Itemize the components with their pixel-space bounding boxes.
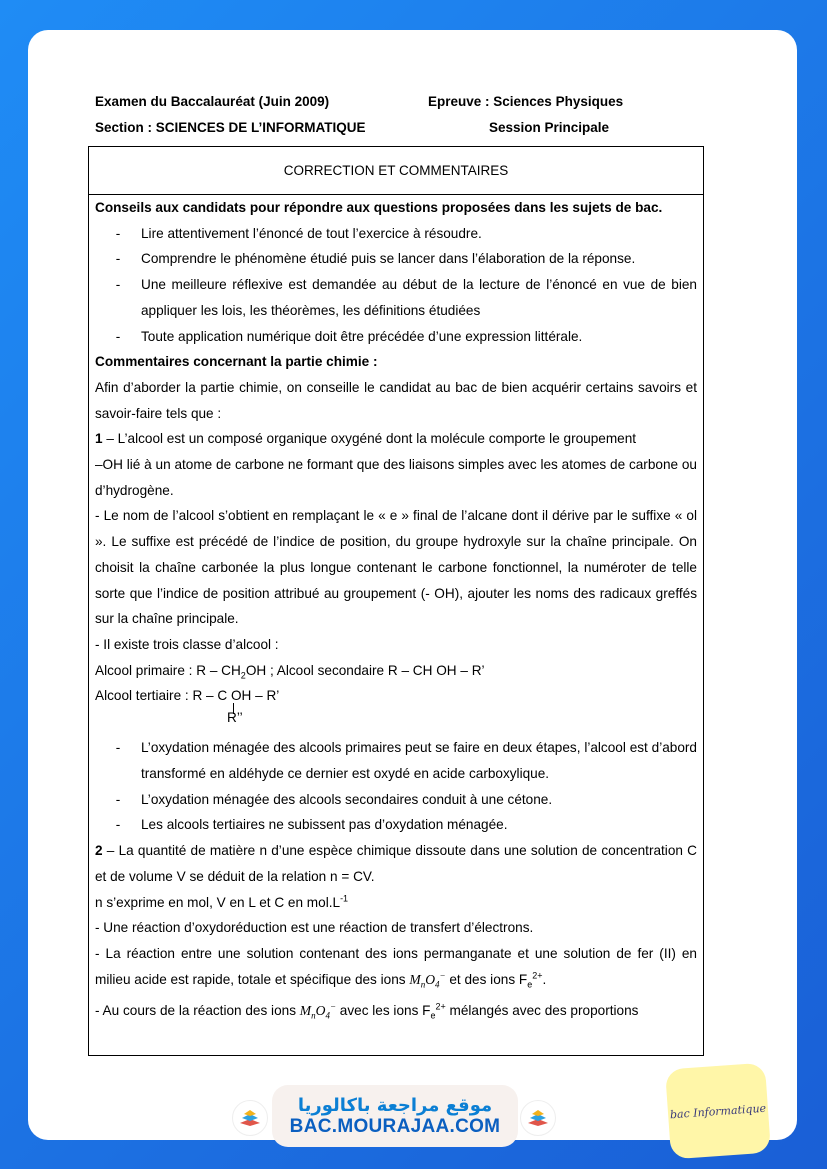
alcool-primaire: Alcool primaire : R – $CH_2OH$ ; Alcool secondaire R – CH OH – R’	[95, 662, 485, 681]
section-label: Section : SCIENCES DE L’INFORMATIQUE	[95, 120, 366, 135]
chimie-title: Commentaires concernant la partie chimie :	[95, 354, 378, 370]
epreuve-label: Epreuve : Sciences Physiques	[428, 94, 624, 109]
list-item: - Lire attentivement l’énoncé de tout l’exercice à résoudre.	[115, 225, 482, 241]
paragraph-2e: - Au cours de la réaction des ions $M_nO_4^-$ avec les ions $F_e^{2+}$ mélangés avec des proportions	[95, 1001, 639, 1022]
site-url[interactable]: BAC.MOURAJAA.COM	[289, 1115, 501, 1137]
paragraph-2a: 2 – La quantité de matière n d’une espèce chimique dissoute dans une solution de concentration C et de volume V se déduit de la relation n = CV.	[95, 843, 697, 884]
list-item: - Une meilleure réflexive est demandée au début de la lecture de l’énoncé en vue de bien appliquer les lois, les théorèmes, les définitions étudiées	[115, 277, 697, 318]
paragraph-1d: - Il existe trois classe d’alcool :	[95, 636, 279, 652]
list-item: - L’oxydation ménagée des alcools secondaires conduit à une cétone.	[115, 791, 553, 807]
book-logo-icon	[232, 1100, 268, 1136]
alcool-tertiaire-formula: Alcool tertiaire : R – C OH – R’ R’’	[95, 688, 280, 726]
list-item: - Les alcools tertiaires ne subissent pas d’oxydation ménagée.	[115, 817, 508, 833]
bac-informatique-badge: bac Informatique	[665, 1063, 771, 1160]
exam-title: Examen du Baccalauréat (Juin 2009)	[95, 94, 330, 109]
correction-box	[88, 146, 704, 1056]
box-content	[89, 195, 703, 1024]
paragraph-2b: n s’exprime en mol, V en L et C en $mol.L^{-1}$	[95, 893, 349, 910]
paragraph-1a: 1 – L’alcool est un composé organique oxygéné dont la molécule comporte le groupement	[95, 431, 637, 447]
list-item: - Comprendre le phénomène étudié puis se lancer dans l’élaboration de la réponse.	[115, 251, 636, 267]
site-logo[interactable]	[272, 1085, 518, 1147]
paragraph-2d: - La réaction entre une solution contenant des ions permanganate et une solution de fer (II) en milieu acide est rapide, totale et spécifique des ions $M_nO_4^-$ et des ions $F_e^{2+}$.	[95, 945, 697, 990]
paragraph-2c: - Une réaction d’oxydoréduction est une réaction de transfert d’électrons.	[95, 920, 534, 936]
chimie-intro: Afin d’aborder la partie chimie, on conseille le candidat au bac de bien acquérir certains savoirs et savoir-faire tels que :	[95, 379, 697, 421]
permanganate-formula: $M_nO_4^-$	[409, 970, 446, 990]
paragraph-1b: –OH lié à un atome de carbone ne formant que des liaisons simples avec les atomes de carbone ou d’hydrogène.	[95, 457, 697, 498]
paragraph-1c: - Le nom de l’alcool s’obtient en remplaçant le « e » final de l’alcane dont il dérive par le suffixe « ol ». Le suffixe est précédé de l’indice de position, du groupe hydroxyle sur la chaîne principale. On choisit la chaîne carbonée la plus longue contenant le carbone fonctionnel, la numéroter de telle sorte que l’indice de position attribué au groupement (- OH), ajouter les noms des radicaux greffés sur la chaîne principale.	[95, 508, 697, 627]
book-logo-icon	[520, 1100, 556, 1136]
conseils-title: Conseils aux candidats pour répondre aux questions proposées dans les sujets de bac.	[95, 200, 663, 215]
site-arabic-name: موقع مراجعة باكالوريا	[297, 1094, 493, 1116]
session-label: Session Principale	[489, 120, 610, 135]
list-item: - L’oxydation ménagée des alcools primaires peut se faire en deux étapes, l’alcool est d’abord transformé en aldéhyde ce dernier est oxydé en acide carboxylique.	[115, 740, 697, 782]
box-title: CORRECTION ET COMMENTAIRES	[89, 147, 703, 195]
list-item: - Toute application numérique doit être précédée d’une expression littérale.	[115, 328, 583, 344]
permanganate-formula: $M_nO_4^-$	[299, 1001, 337, 1022]
